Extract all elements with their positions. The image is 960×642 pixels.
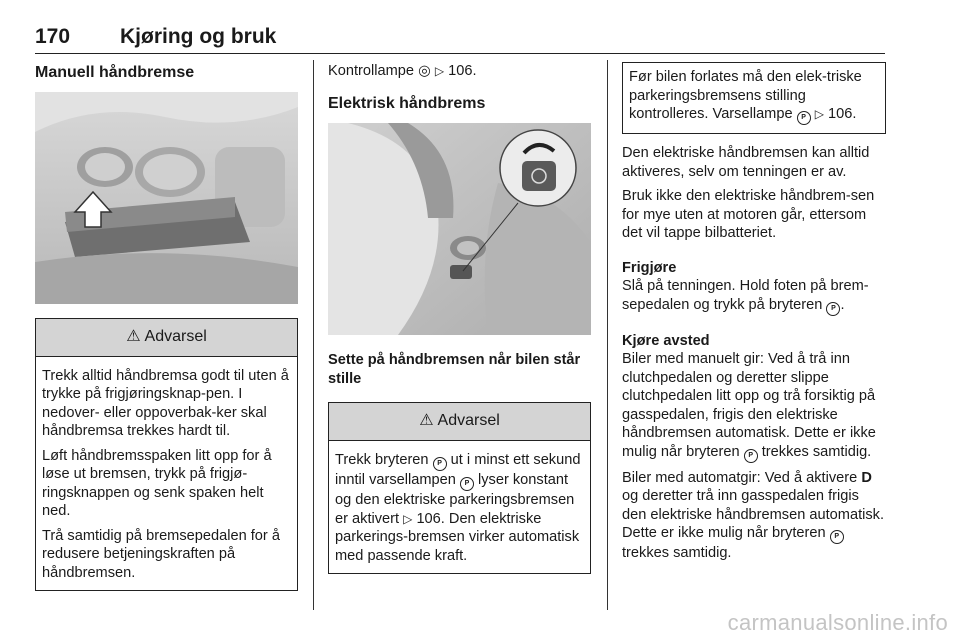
paragraph-text: Slå på tenningen. Hold foten på brem-sepedalen og trykk på bryteren <box>622 278 869 313</box>
parking-lamp-icon: P <box>797 111 811 125</box>
warning-body <box>36 357 297 591</box>
warning-text: Trekk bryteren <box>335 452 429 468</box>
warning-heading-text: Advarsel <box>144 327 207 345</box>
warning-paragraph: Trekk alltid håndbremsa godt til uten å trykke på frigjøringsknap-pen. I nedover- eller oppoverbak-ker skal håndbremsa trekkes hardt til. <box>42 367 289 439</box>
paragraph <box>622 469 886 563</box>
handbrake-illustration <box>35 92 298 304</box>
warning-heading <box>329 403 590 441</box>
parking-lamp-icon: P <box>460 477 474 491</box>
column-divider-2 <box>607 60 608 610</box>
paragraph-text: trekkes samtidig. <box>622 545 732 561</box>
paragraph: Den elektriske håndbremsen kan alltid aktiveres, selv om tenningen er av. <box>622 145 870 180</box>
section-title-manual-handbrake: Manuell håndbremse <box>35 64 195 81</box>
page-header <box>35 25 885 54</box>
column-2 <box>328 62 591 574</box>
parking-switch-icon: P <box>826 302 840 316</box>
column-divider-1 <box>313 60 314 610</box>
paragraph <box>622 350 886 463</box>
lamp-icon: ◎ <box>418 63 431 79</box>
subheading-release: Frigjøre <box>622 259 677 276</box>
parking-switch-icon: P <box>744 449 758 463</box>
electric-parking-brake-switch-photo <box>328 123 591 335</box>
warning-paragraph: Løft håndbremsspaken litt opp for å løse ut bremsen, trykk på frigjø-ringsknappen og senk spaken helt ned. <box>42 447 272 519</box>
page-ref-arrow-icon: ▷ <box>403 511 413 526</box>
handbrake-lever-photo <box>35 92 298 304</box>
paragraph-text: Biler med manuelt gir: Ved å trå inn clutchpedalen og deretter slippe clutchpedalen litt opp og trå forsiktig på gasspedalen, frigis den elektriske håndbremsen automatisk. Dette er ikke mulig når bryteren <box>622 351 876 460</box>
warning-heading <box>36 319 297 357</box>
page-number: 170 <box>35 25 71 48</box>
watermark-text: carmanualsonline.info <box>727 610 948 635</box>
paragraph-text: trekkes samtidig. <box>761 443 872 460</box>
warning-paragraph: Trå samtidig på bremsepedalen for å redusere betjeningskraften på håndbremsen. <box>42 527 280 581</box>
gear-d-label: D <box>861 469 872 486</box>
note-box <box>622 62 886 134</box>
note-text: Før bilen forlates må den elek-triske parkeringsbremsens stilling kontrolleres. Varsellampe <box>629 69 862 122</box>
page-ref: 106. <box>416 510 445 527</box>
warning-text: ut i minst ett sekund inntil varsellampen <box>335 452 581 488</box>
paragraph: Bruk ikke den elektriske håndbrem-sen for mye uten at motoren går, ettersom det vil tappe bilbatteriet. <box>622 188 875 241</box>
warning-heading-text: Advarsel <box>437 412 500 430</box>
warning-box-electric <box>328 402 591 574</box>
warning-paragraph <box>335 451 584 565</box>
subheading-drive-off: Kjøre avsted <box>622 332 710 349</box>
electric-brake-illustration <box>328 123 591 335</box>
paragraph-text: Biler med automatgir: Ved å aktivere <box>622 469 858 486</box>
paragraph-text: . <box>840 296 845 313</box>
warning-text: Den elektriske parkerings-bremsen virker automatisk med passende kraft. <box>335 510 580 564</box>
kontrollampe-line <box>328 62 591 81</box>
paragraph <box>622 277 886 316</box>
parking-switch-icon: P <box>433 457 447 471</box>
page-ref: 106. <box>448 63 477 79</box>
column-1 <box>35 62 298 591</box>
warning-icon: ⚠ <box>419 412 434 430</box>
page-ref-arrow-icon: ▷ <box>434 64 445 78</box>
warning-text: lyser konstant og den elektriske parkeringsbremsen er aktivert <box>335 472 575 527</box>
kontrollampe-label: Kontrollampe <box>328 63 414 79</box>
parking-switch-icon: P <box>830 530 844 544</box>
section-title-electric-handbrake: Elektrisk håndbrems <box>328 94 486 112</box>
warning-body <box>329 441 590 573</box>
warning-icon: ⚠ <box>126 327 141 345</box>
column-3 <box>622 62 886 569</box>
paragraph-text: og deretter trå inn gasspedalen frigis den elektriske håndbremsen automatisk. Dette er ikke mulig når bryteren <box>622 488 885 541</box>
page-title: Kjøring og bruk <box>120 25 277 48</box>
page-ref: 106. <box>828 106 857 122</box>
subheading-apply-brake: Sette på håndbremsen når bilen står stille <box>328 352 581 387</box>
page-ref-arrow-icon: ▷ <box>814 107 824 121</box>
warning-box-manual <box>35 318 298 592</box>
